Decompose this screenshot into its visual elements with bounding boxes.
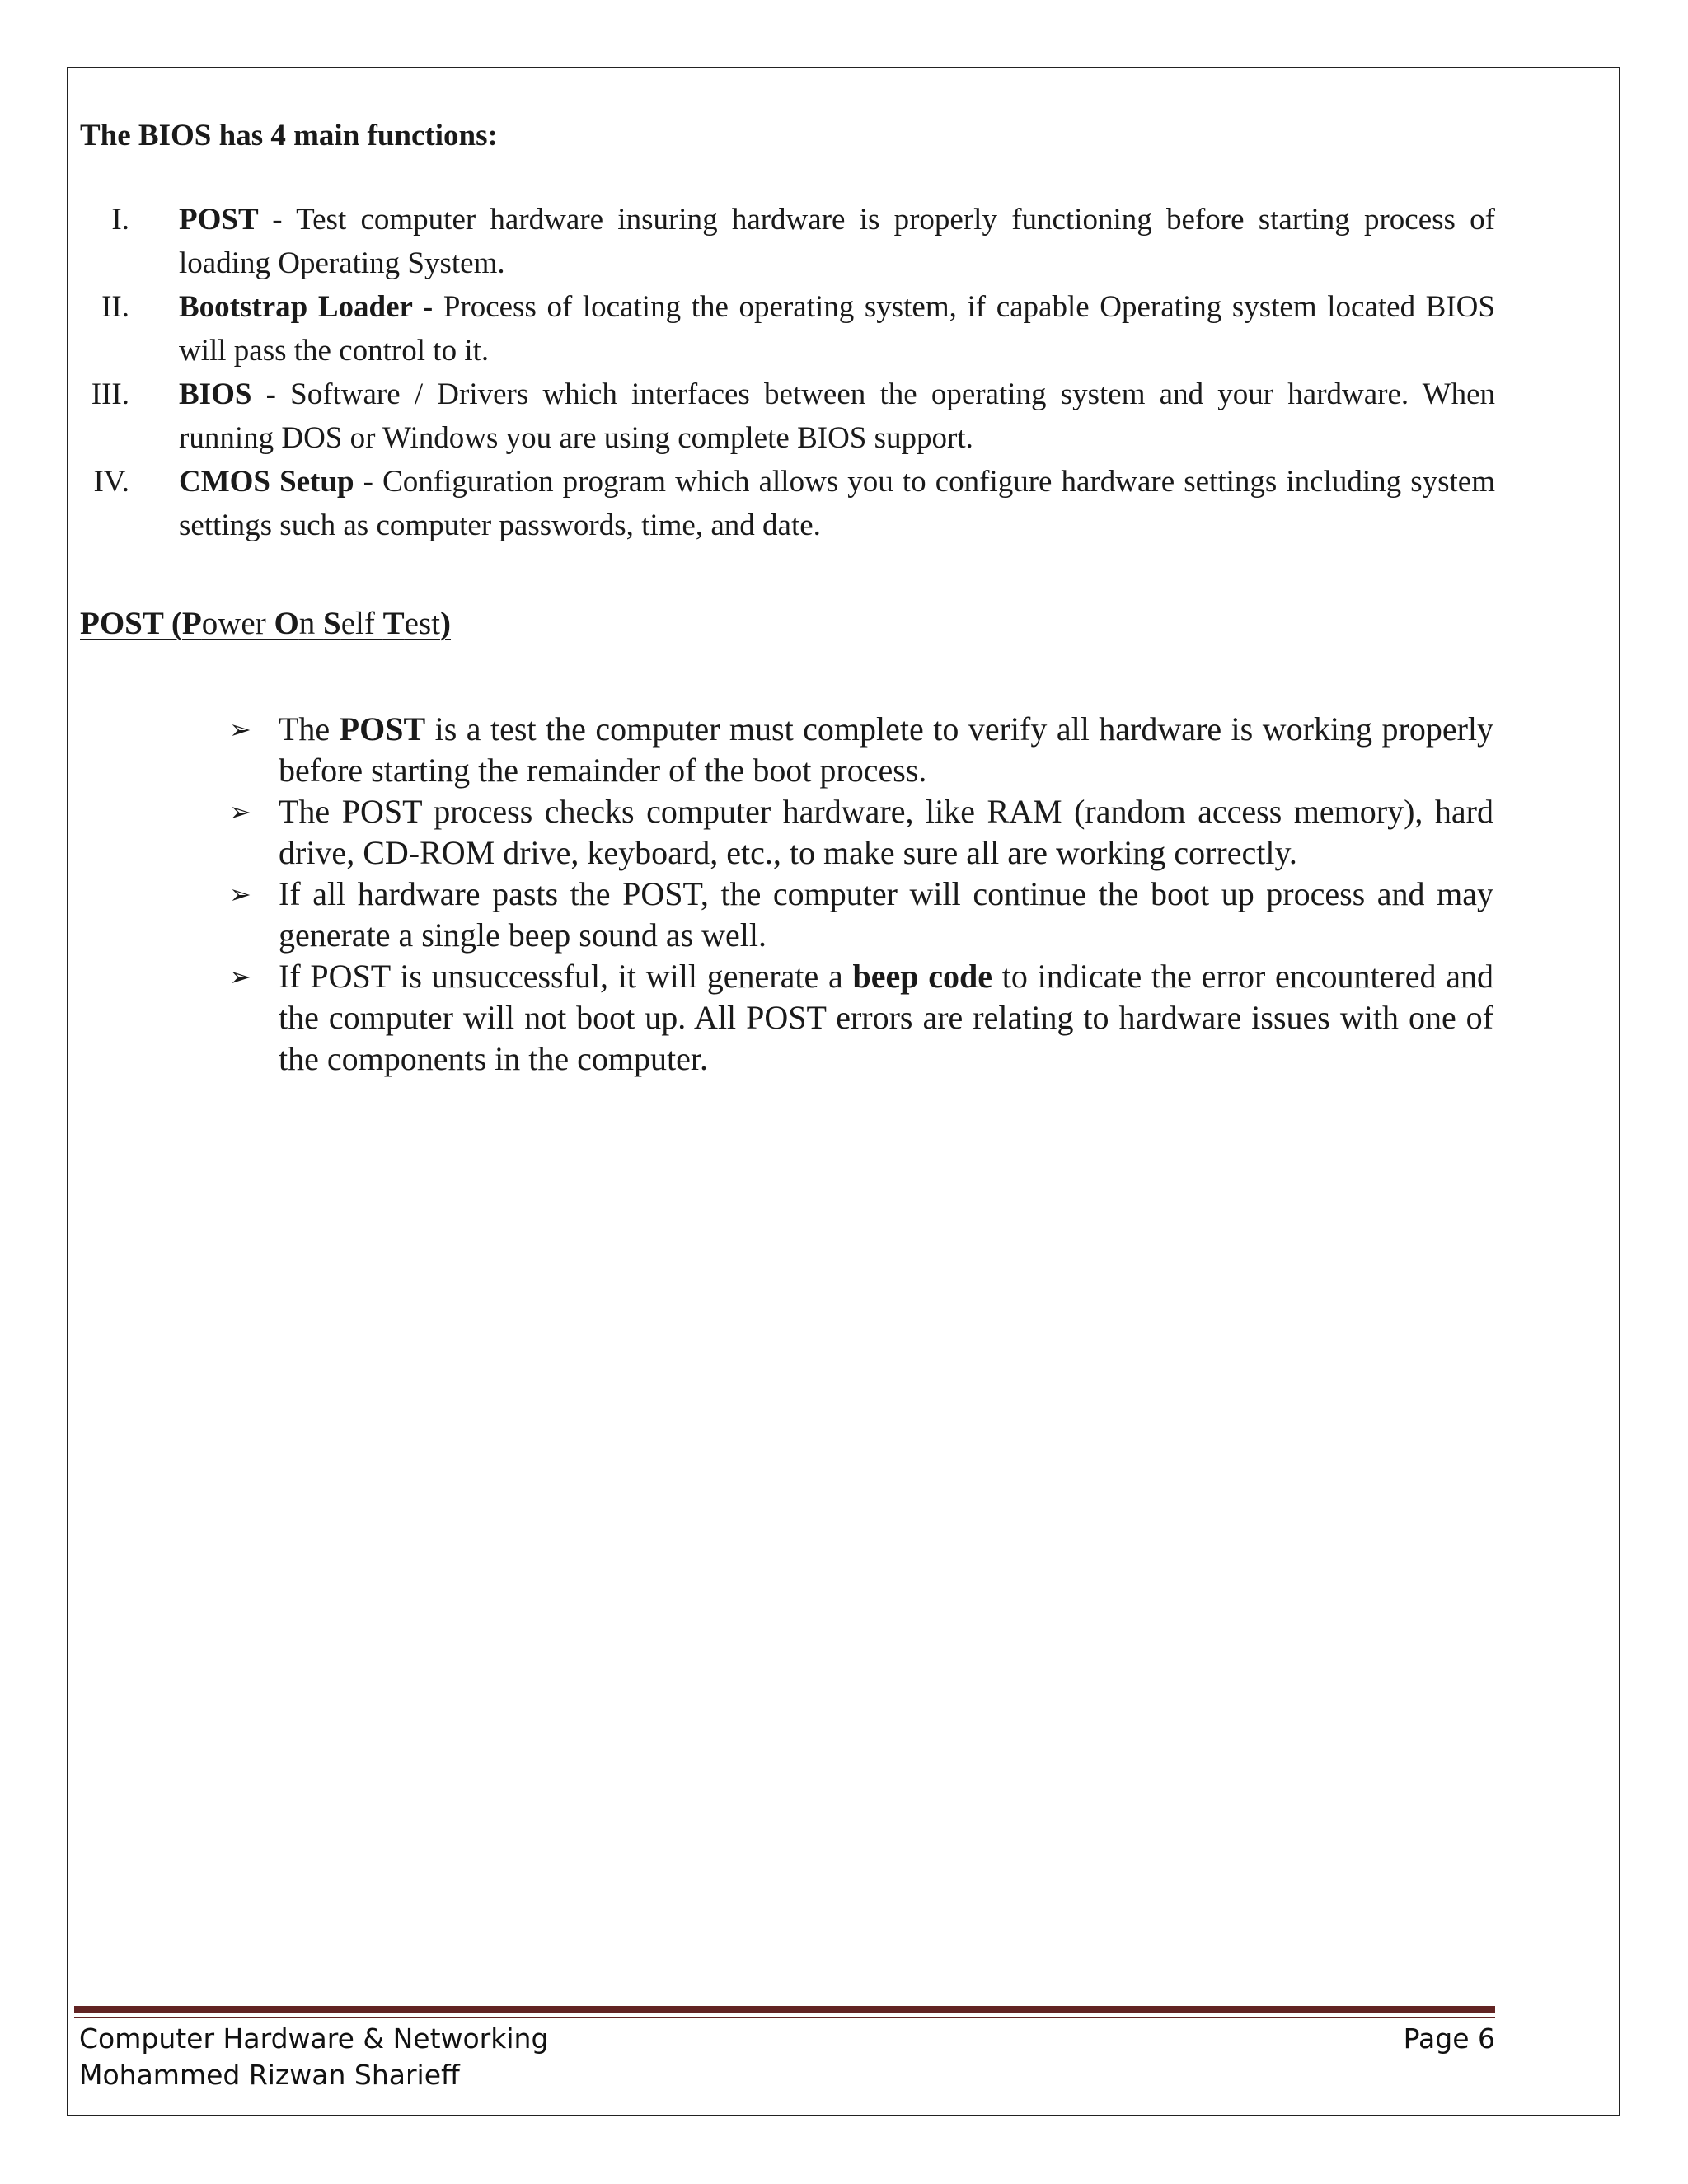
list-number: II. bbox=[101, 290, 129, 324]
bullet-list bbox=[229, 709, 1493, 1080]
arrow-bullet-icon: ➢ bbox=[229, 879, 251, 910]
bullet-text: If all hardware pasts the POST, the computer will continue the boot up process and may generate a single beep sound as well. bbox=[279, 875, 1493, 954]
bullet-text: The POST process checks computer hardware, like RAM (random access memory), hard drive, CD-ROM drive, keyboard, etc., to make sure all are working correctly. bbox=[279, 793, 1493, 871]
title-part: POST ( bbox=[80, 606, 182, 641]
title-part: T bbox=[382, 606, 405, 641]
list-item bbox=[80, 198, 1495, 285]
arrow-bullet-icon: ➢ bbox=[229, 714, 251, 745]
list-number: I. bbox=[111, 203, 129, 237]
title-part: ower bbox=[201, 606, 274, 641]
page-number: Page 6 bbox=[1403, 2022, 1495, 2055]
title-part: S bbox=[323, 606, 341, 641]
list-number: III. bbox=[91, 377, 129, 411]
list-item bbox=[229, 709, 1493, 791]
function-term: POST - bbox=[179, 203, 283, 237]
list-item bbox=[80, 460, 1495, 547]
function-description: Software / Drivers which interfaces between the operating system and your hardware. When running DOS or Windows you are using complete BIOS support. bbox=[179, 377, 1495, 455]
function-term: BIOS - bbox=[179, 377, 276, 411]
bullet-text: The bbox=[279, 710, 340, 748]
footer-title: Computer Hardware & Networking bbox=[79, 2022, 549, 2055]
title-part: O bbox=[274, 606, 299, 641]
intro-heading: The BIOS has 4 main functions: bbox=[80, 119, 498, 152]
bullet-text: is a test the computer must complete to verify all hardware is working properly before starting the remainder of the boot process. bbox=[279, 710, 1494, 789]
arrow-bullet-icon: ➢ bbox=[229, 961, 251, 992]
title-part: n bbox=[298, 606, 324, 641]
footer-rule bbox=[74, 2017, 1495, 2018]
function-description: Process of locating the operating system, if capable Operating system located BIOS will pass the control to it. bbox=[179, 290, 1495, 368]
bullet-text: beep code bbox=[852, 958, 992, 995]
footer-left bbox=[79, 2021, 548, 2093]
list-number: IV. bbox=[93, 465, 129, 499]
list-item bbox=[229, 791, 1493, 874]
list-item bbox=[229, 956, 1493, 1080]
list-item bbox=[80, 285, 1495, 373]
title-part: est bbox=[404, 606, 440, 641]
list-item bbox=[229, 874, 1493, 956]
section-title bbox=[80, 602, 451, 646]
function-description: Test computer hardware insuring hardware is properly functioning before starting process of loading Operating System. bbox=[179, 203, 1495, 280]
bullet-text: to indicate the error encountered and the computer will not boot up. All POST errors are relating to hardware issues with one of the components in the computer. bbox=[279, 958, 1494, 1077]
list-item bbox=[80, 373, 1495, 460]
bullet-text: If POST is unsuccessful, it will generate a bbox=[279, 958, 853, 995]
footer-author: Mohammed Rizwan Sharieff bbox=[79, 2059, 460, 2091]
arrow-bullet-icon: ➢ bbox=[229, 796, 251, 827]
functions-list bbox=[80, 198, 1495, 547]
title-part: elf bbox=[340, 606, 383, 641]
function-term: CMOS Setup - bbox=[179, 465, 373, 499]
title-part: ) bbox=[439, 606, 451, 641]
function-term: Bootstrap Loader - bbox=[179, 290, 434, 324]
function-description: Configuration program which allows you to configure hardware settings including system settings such as computer passwords, time, and date. bbox=[179, 465, 1495, 542]
bullet-text: POST bbox=[339, 710, 426, 748]
footer-rule bbox=[74, 2006, 1495, 2013]
title-part: P bbox=[181, 606, 202, 641]
